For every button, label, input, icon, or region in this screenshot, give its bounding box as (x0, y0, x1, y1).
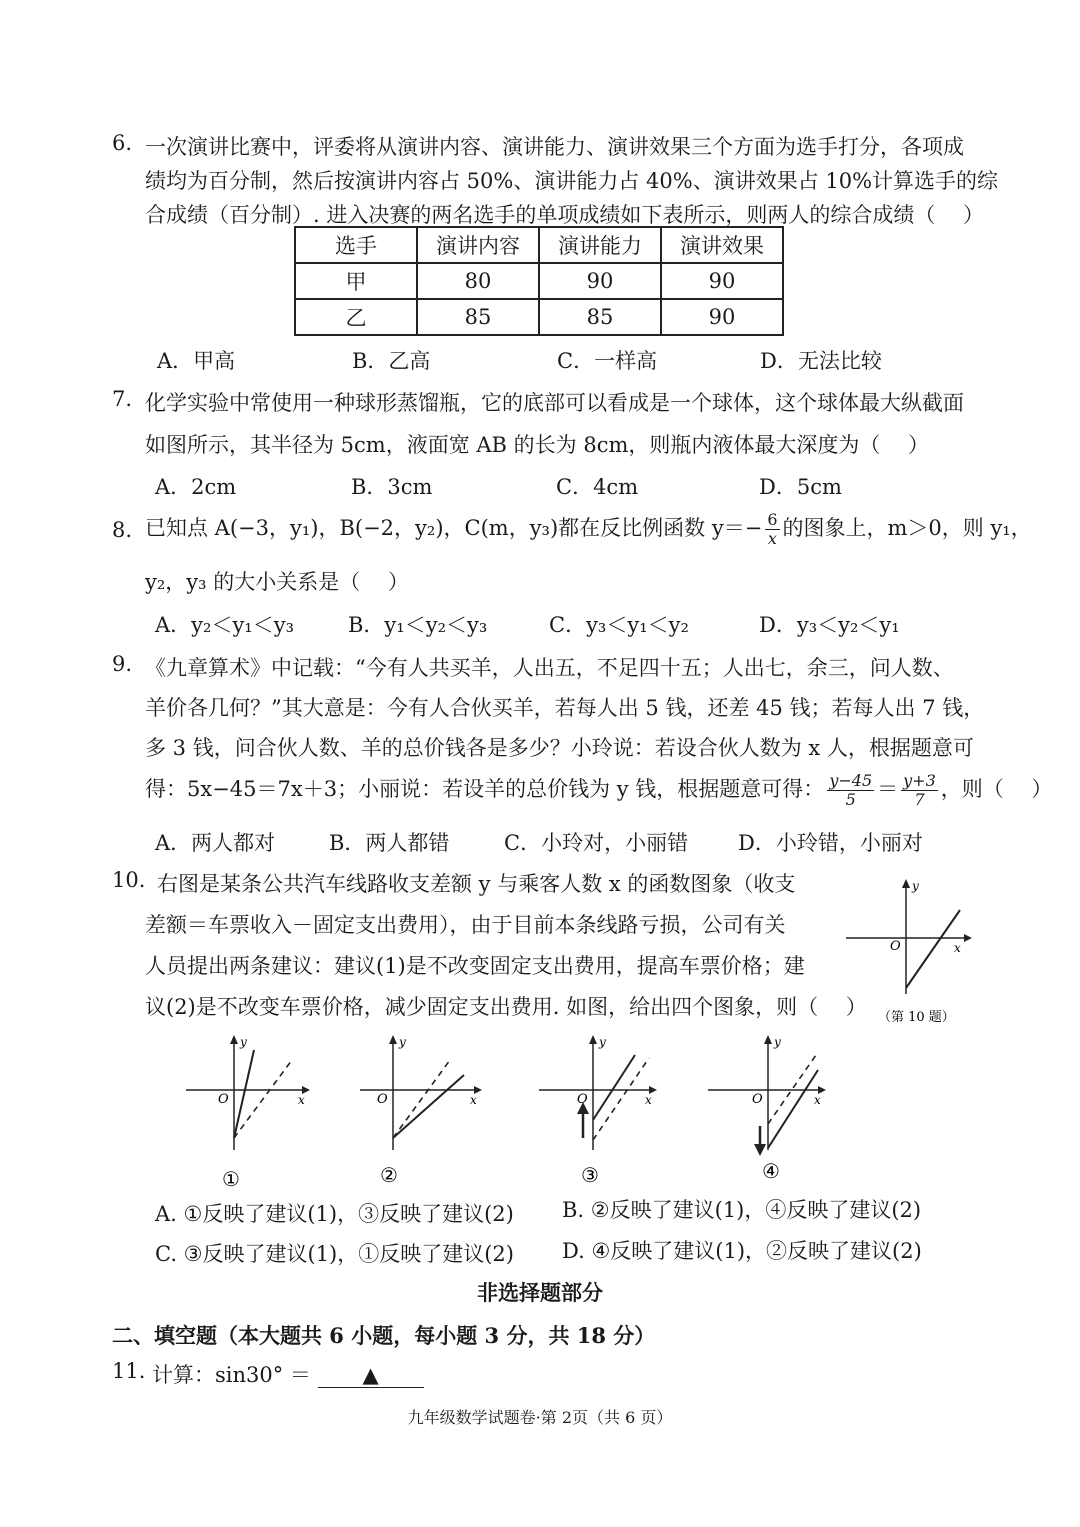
q9-line-4-pre: 得：5x−45＝7x＋3；小丽说：若设羊的总价钱为 y 钱，根据题意可得： (145, 777, 825, 801)
graph-2[interactable] (358, 1030, 490, 1190)
fraction-numerator: y−45 (829, 771, 873, 790)
q11-number: 11. (112, 1359, 146, 1383)
table-cell: 80 (417, 263, 539, 299)
graph-dashed-line (593, 1058, 649, 1140)
table-cell: 甲 (295, 263, 417, 299)
q10-line-1: 右图是某条公共汽车线路收支差额 y 与乘客人数 x 的函数图象（收支 (157, 872, 796, 896)
x-axis-label: x (814, 1093, 821, 1107)
q9-line-3: 多 3 钱，问合伙人数、羊的总价钱各是多少？小玲说：若设合伙人数为 x 人，根据题意可 (145, 736, 974, 760)
table-header-cell: 选手 (295, 227, 417, 263)
q6-option-d[interactable]: D．无法比较 (760, 349, 882, 373)
q6-option-b[interactable]: B．乙高 (352, 349, 431, 373)
q8-option-a[interactable]: A．y₂＜y₁＜y₃ (155, 613, 295, 637)
q9-option-a[interactable]: A．两人都对 (155, 831, 276, 855)
q9-fraction-1 (827, 772, 874, 809)
q6-number: 6. (112, 131, 133, 155)
q10-option-a[interactable]: A. ①反映了建议(1)，③反映了建议(2) (155, 1202, 514, 1226)
y-axis-arrow-icon (389, 1035, 397, 1044)
x-axis-label: x (645, 1093, 652, 1107)
graph-label: ③ (581, 1163, 599, 1187)
table-header-cell: 演讲内容 (417, 227, 539, 263)
q11-text: 计算：sin30° ＝ (152, 1363, 311, 1387)
q9-fraction-2 (901, 772, 938, 809)
triangle-icon: ▲ (362, 1363, 379, 1387)
q9-number: 9. (112, 652, 133, 676)
q10-option-d[interactable]: D. ④反映了建议(1)，②反映了建议(2) (562, 1239, 922, 1263)
q11-answer-blank[interactable] (318, 1363, 424, 1388)
q8-option-d[interactable]: D．y₃＜y₂＜y₁ (759, 613, 900, 637)
q9-option-b[interactable]: B．两人都错 (329, 831, 450, 855)
q6-option-c[interactable]: C．一样高 (557, 349, 658, 373)
y-axis-arrow-icon (764, 1035, 772, 1044)
y-axis-arrow-icon (589, 1035, 597, 1044)
graph-solid-line (768, 1070, 818, 1148)
table-cell: 乙 (295, 299, 417, 335)
table-cell: 90 (539, 263, 661, 299)
y-axis-arrow-icon (902, 879, 910, 888)
origin-label: O (752, 1092, 763, 1107)
q10-option-b[interactable]: B. ②反映了建议(1)，④反映了建议(2) (562, 1198, 922, 1222)
q7-option-d[interactable]: D．5cm (759, 475, 842, 499)
graph-label: ④ (762, 1159, 780, 1183)
graph-3[interactable] (537, 1030, 669, 1190)
q10-line-3: 人员提出两条建议：建议(1)是不改变固定支出费用，提高车票价格；建 (145, 954, 805, 978)
q7-option-b[interactable]: B．3cm (351, 475, 433, 499)
x-axis-label: x (470, 1093, 477, 1107)
figure-caption: （第 10 题） (878, 1010, 955, 1025)
q9-line-2: 羊价各几何？”其大意是：今有人合伙买羊，若每人出 5 钱，还差 45 钱；若每人出 7 钱， (145, 696, 985, 720)
q6-line-3: 合成绩（百分制）. 进入决赛的两名选手的单项成绩如下表所示，则两人的综合成绩（ ） (145, 203, 985, 227)
origin-label: O (890, 939, 901, 954)
q11-line (152, 1359, 424, 1389)
q9-equals: ＝ (877, 777, 899, 801)
q8-option-b[interactable]: B．y₁＜y₂＜y₃ (348, 613, 488, 637)
table-cell: 90 (661, 299, 783, 335)
y-axis-arrow-icon (230, 1035, 238, 1044)
q7-option-a[interactable]: A．2cm (155, 475, 237, 499)
y-axis-label: y (240, 1035, 247, 1049)
x-axis-label: x (298, 1093, 305, 1107)
graph-dashed-line (393, 1060, 450, 1138)
graph-solid-line (393, 1075, 464, 1138)
q10-number: 10. (112, 868, 146, 892)
q9-line-4 (145, 768, 1052, 810)
q10-line-4: 议(2)是不改变车票价格，减少固定支出费用. 如图，给出四个图象，则（ ） (145, 995, 867, 1019)
q8-line-1 (145, 508, 1032, 548)
origin-label: O (218, 1092, 229, 1107)
table-header-cell: 演讲能力 (539, 227, 661, 263)
q8-line-1-pre: 已知点 A(−3，y₁)，B(−2，y₂)，C(m，y₃)都在反比例函数 y＝− (145, 516, 763, 540)
table-cell: 85 (539, 299, 661, 335)
q10-reference-graph (842, 876, 972, 1026)
x-axis-arrow-icon (964, 934, 972, 942)
graph-label: ① (222, 1167, 240, 1190)
q6-line-1: 一次演讲比赛中，评委将从演讲内容、演讲能力、演讲效果三个方面为选手打分，各项成 (145, 135, 964, 159)
graph-label: ② (380, 1163, 398, 1187)
graph-4[interactable] (706, 1030, 838, 1190)
q10-option-c[interactable]: C. ③反映了建议(1)，①反映了建议(2) (155, 1242, 514, 1266)
section-title: 非选择题部分 (477, 1280, 603, 1305)
section-2-heading: 二、填空题（本大题共 6 小题，每小题 3 分，共 18 分） (112, 1323, 656, 1348)
fraction-denominator: 7 (914, 790, 925, 809)
q9-line-4-post: ，则（ ） (940, 777, 1053, 801)
q7-line-1: 化学实验中常使用一种球形蒸馏瓶，它的底部可以看成是一个球体，这个球体最大纵截面 (145, 391, 964, 415)
q8-option-c[interactable]: C．y₃＜y₁＜y₂ (549, 613, 689, 637)
score-table (294, 226, 784, 336)
fraction-numerator: 6 (767, 510, 778, 529)
q8-number: 8. (112, 518, 133, 542)
q10-line-2: 差额＝车票收入－固定支出费用），由于目前本条线路亏损，公司有关 (145, 913, 786, 937)
y-axis-label: y (774, 1035, 781, 1049)
q8-line-2: y₂，y₃ 的大小关系是（ ） (145, 570, 409, 594)
graph-1[interactable] (184, 1030, 316, 1190)
q7-number: 7. (112, 387, 133, 411)
origin-label: O (577, 1092, 588, 1107)
q6-line-2: 绩均为百分制，然后按演讲内容占 50%、演讲能力占 40%、演讲效果占 10%计算选手的综 (145, 169, 999, 193)
q6-option-a[interactable]: A．甲高 (157, 349, 236, 373)
q8-line-1-post: 的图象上，m＞0，则 y₁， (782, 516, 1032, 540)
fraction-denominator: 5 (845, 790, 856, 809)
q9-line-1: 《九章算术》中记载：“今有人共买羊，人出五，不足四十五；人出七，余三，问人数、 (145, 656, 954, 680)
y-axis-label: y (912, 879, 919, 893)
table-row (295, 299, 783, 335)
fraction-denominator: x (767, 529, 777, 548)
down-arrow-icon (754, 1144, 766, 1156)
origin-label: O (377, 1092, 388, 1107)
table-header-cell: 演讲效果 (661, 227, 783, 263)
y-axis-label: y (399, 1035, 406, 1049)
q9-option-d[interactable]: D．小玲错，小丽对 (738, 831, 923, 855)
q7-option-c[interactable]: C．4cm (556, 475, 639, 499)
q8-fraction (765, 511, 779, 548)
table-cell: 85 (417, 299, 539, 335)
q7-line-2: 如图所示，其半径为 5cm，液面宽 AB 的长为 8cm，则瓶内液体最大深度为（ ） (145, 433, 930, 457)
graph-line (906, 910, 960, 988)
q9-option-c[interactable]: C．小玲对，小丽错 (504, 831, 689, 855)
y-axis-label: y (599, 1035, 606, 1049)
fraction-numerator: y+3 (903, 771, 936, 790)
page-footer: 九年级数学试题卷·第 2页（共 6 页） (407, 1408, 673, 1427)
table-header-row (295, 227, 783, 263)
table-row (295, 263, 783, 299)
x-axis-label: x (954, 941, 961, 955)
table-cell: 90 (661, 263, 783, 299)
